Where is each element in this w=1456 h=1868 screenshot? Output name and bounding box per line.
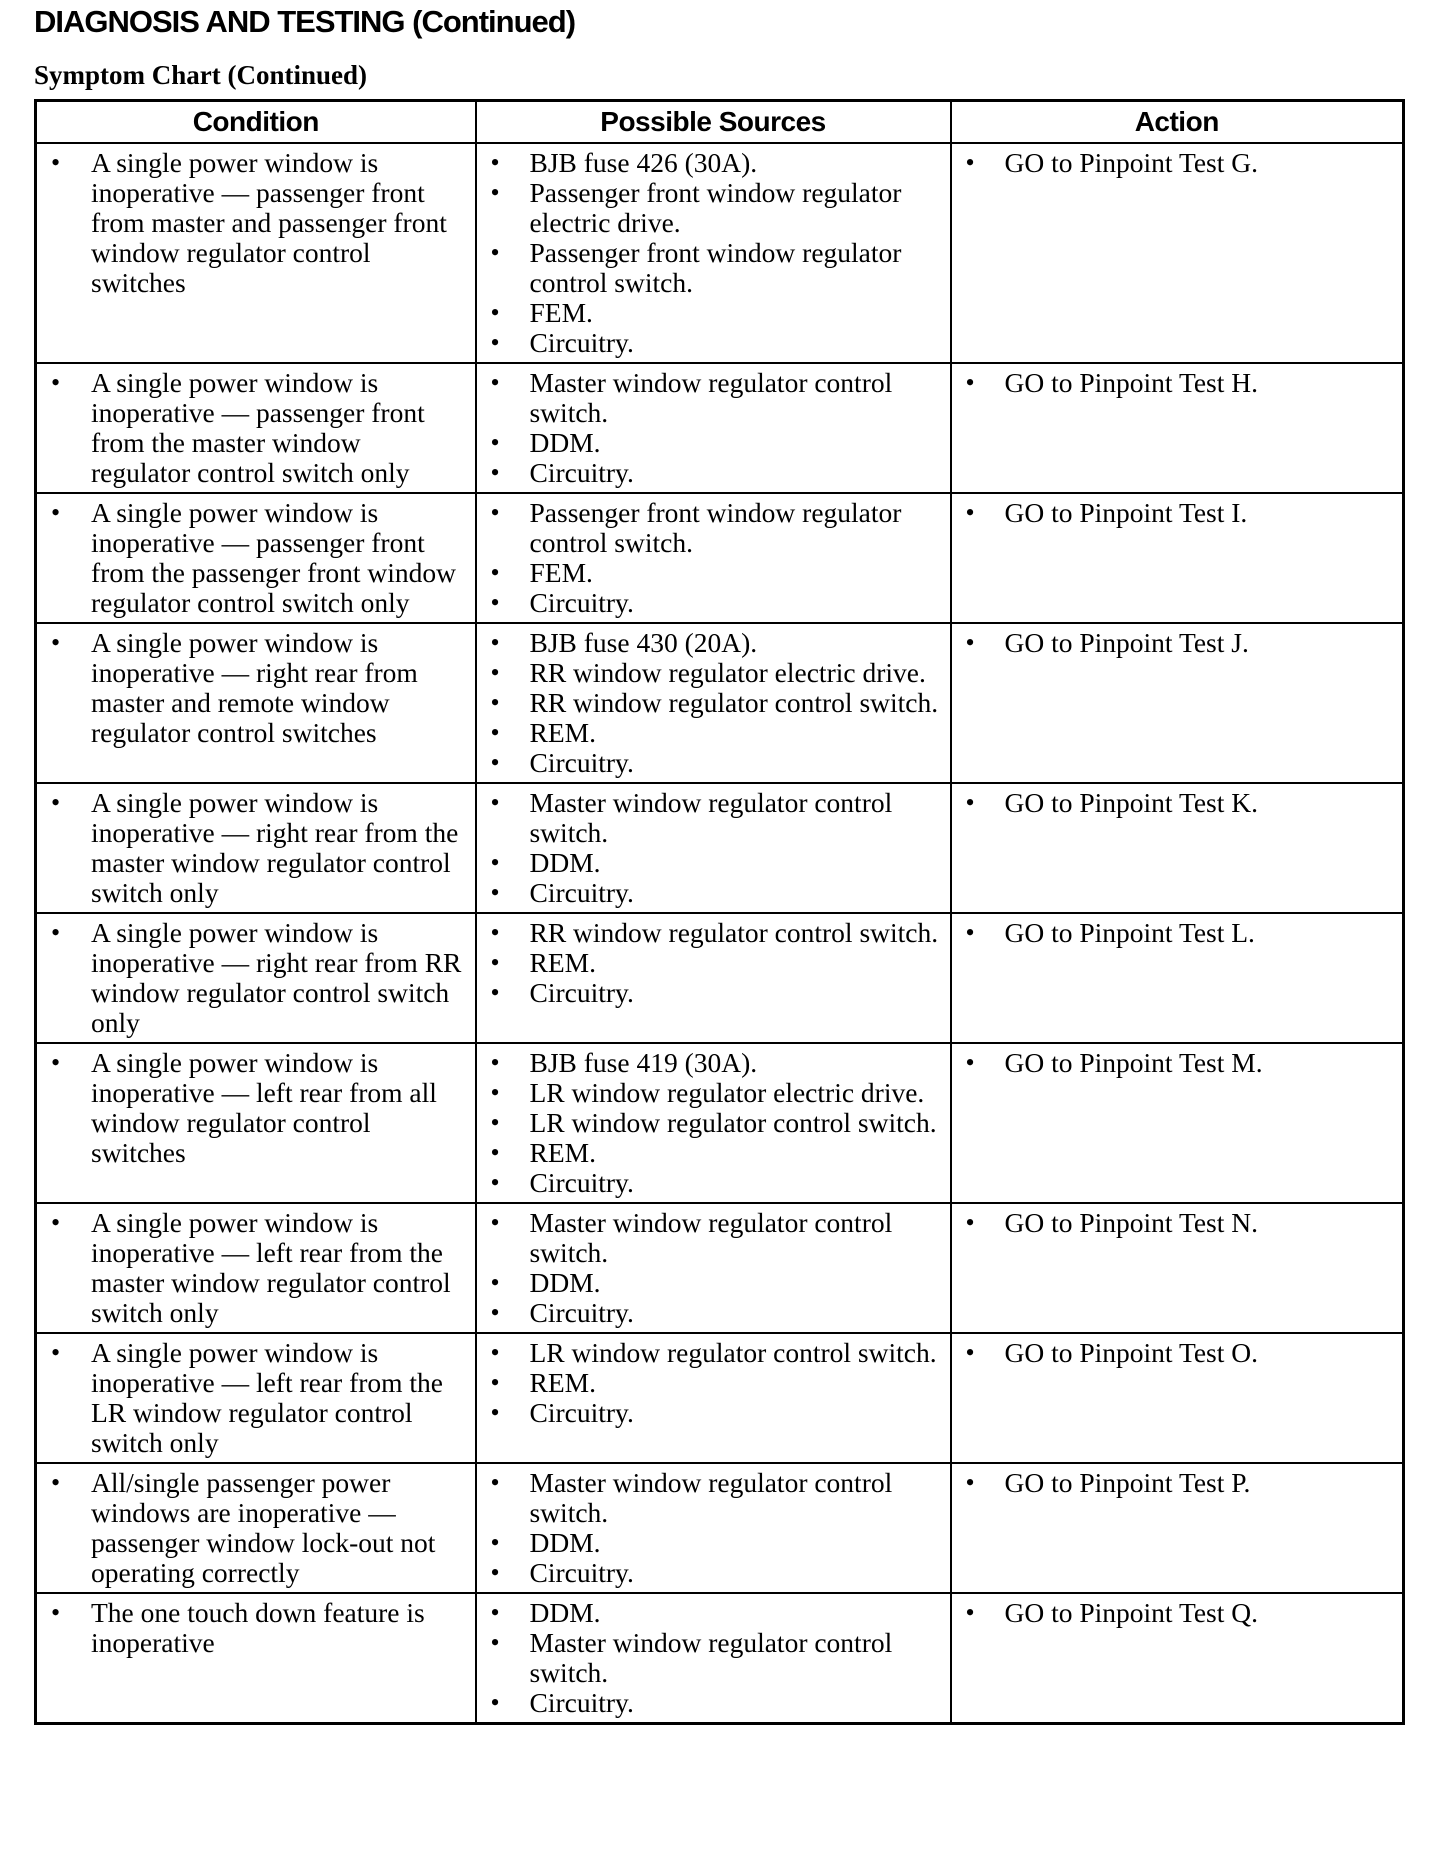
source-item: • REM. [487, 1368, 942, 1398]
condition-text: • A single power window is inoperative — passenger front from master and passenger front window regulator control switches [47, 148, 467, 298]
condition-text: • A single power window is inoperative — passenger front from the passenger front window regulator control switch only [47, 498, 467, 618]
header-row [36, 101, 1404, 144]
action-cell [951, 783, 1404, 913]
source-item: • LR window regulator electric drive. [487, 1078, 942, 1108]
sources-list [487, 1208, 942, 1328]
action-text: • GO to Pinpoint Test J. [962, 628, 1395, 658]
table-row [36, 493, 1404, 623]
source-item: • DDM. [487, 1268, 942, 1298]
action-list [962, 918, 1395, 948]
condition-text: • The one touch down feature is inoperative [47, 1598, 467, 1658]
condition-cell [36, 623, 476, 783]
source-item: • DDM. [487, 428, 942, 458]
condition-text: • A single power window is inoperative — left rear from the LR window regulator control switch only [47, 1338, 467, 1458]
source-item: • Circuitry. [487, 1688, 942, 1718]
sources-list [487, 368, 942, 488]
possible-sources-cell [476, 1463, 951, 1593]
table-row [36, 1203, 1404, 1333]
source-item: • Master window regulator control switch. [487, 1208, 942, 1268]
possible-sources-cell [476, 1593, 951, 1724]
action-text: • GO to Pinpoint Test G. [962, 148, 1395, 178]
source-item: • BJB fuse 419 (30A). [487, 1048, 942, 1078]
possible-sources-cell [476, 1333, 951, 1463]
action-list [962, 788, 1395, 818]
sources-list [487, 498, 942, 618]
possible-sources-cell [476, 143, 951, 363]
action-list [962, 1468, 1395, 1498]
source-item: • Circuitry. [487, 1298, 942, 1328]
condition-list [47, 498, 467, 618]
source-item: • Circuitry. [487, 588, 942, 618]
table-row [36, 1333, 1404, 1463]
sources-list [487, 918, 942, 1008]
action-list [962, 1338, 1395, 1368]
sources-list [487, 1598, 942, 1718]
condition-list [47, 1048, 467, 1168]
condition-list [47, 788, 467, 908]
condition-list [47, 1468, 467, 1588]
condition-cell [36, 1463, 476, 1593]
symptom-chart-table [34, 99, 1405, 1725]
source-item: • Passenger front window regulator electric drive. [487, 178, 942, 238]
condition-cell [36, 1043, 476, 1203]
possible-sources-cell [476, 783, 951, 913]
action-cell [951, 1043, 1404, 1203]
action-text: • GO to Pinpoint Test N. [962, 1208, 1395, 1238]
action-text: • GO to Pinpoint Test I. [962, 498, 1395, 528]
source-item: • REM. [487, 718, 942, 748]
action-cell [951, 1463, 1404, 1593]
sources-list [487, 1338, 942, 1428]
condition-text: • All/single passenger power windows are inoperative — passenger window lock-out not operating correctly [47, 1468, 467, 1588]
chart-title: Symptom Chart (Continued) [34, 60, 368, 90]
action-text: • GO to Pinpoint Test L. [962, 918, 1395, 948]
possible-sources-cell [476, 1043, 951, 1203]
table-row [36, 623, 1404, 783]
source-item: • Circuitry. [487, 1558, 942, 1588]
action-text: • GO to Pinpoint Test P. [962, 1468, 1395, 1498]
source-item: • BJB fuse 430 (20A). [487, 628, 942, 658]
source-item: • Circuitry. [487, 748, 942, 778]
condition-text: • A single power window is inoperative — passenger front from the master window regulator control switch only [47, 368, 467, 488]
condition-text: • A single power window is inoperative — left rear from all window regulator control switches [47, 1048, 467, 1168]
source-item: • Master window regulator control switch. [487, 1628, 942, 1688]
possible-sources-cell [476, 623, 951, 783]
header-possible-sources: Possible Sources [476, 101, 951, 144]
header-condition: Condition [36, 101, 476, 144]
action-cell [951, 1203, 1404, 1333]
source-item: • Circuitry. [487, 978, 942, 1008]
possible-sources-cell [476, 493, 951, 623]
source-item: • Passenger front window regulator control switch. [487, 238, 942, 298]
condition-list [47, 1208, 467, 1328]
possible-sources-cell [476, 1203, 951, 1333]
source-item: • Circuitry. [487, 1168, 942, 1198]
condition-text: • A single power window is inoperative — right rear from the master window regulator control switch only [47, 788, 467, 908]
condition-text: • A single power window is inoperative — right rear from RR window regulator control switch only [47, 918, 467, 1038]
action-text: • GO to Pinpoint Test H. [962, 368, 1395, 398]
condition-cell [36, 1203, 476, 1333]
source-item: • FEM. [487, 558, 942, 588]
action-cell [951, 913, 1404, 1043]
source-item: • RR window regulator control switch. [487, 688, 942, 718]
action-cell [951, 1333, 1404, 1463]
source-item: • Circuitry. [487, 1398, 942, 1428]
action-list [962, 628, 1395, 658]
action-text: • GO to Pinpoint Test M. [962, 1048, 1395, 1078]
source-item: • RR window regulator control switch. [487, 918, 942, 948]
source-item: • DDM. [487, 848, 942, 878]
action-text: • GO to Pinpoint Test O. [962, 1338, 1395, 1368]
table-row [36, 783, 1404, 913]
table-row [36, 1463, 1404, 1593]
condition-cell [36, 363, 476, 493]
action-cell [951, 493, 1404, 623]
action-cell [951, 1593, 1404, 1724]
condition-text: • A single power window is inoperative — right rear from master and remote window regulator control switches [47, 628, 467, 748]
table-row [36, 143, 1404, 363]
source-item: • Master window regulator control switch. [487, 788, 942, 848]
condition-cell [36, 1333, 476, 1463]
source-item: • REM. [487, 948, 942, 978]
source-item: • REM. [487, 1138, 942, 1168]
source-item: • Passenger front window regulator control switch. [487, 498, 942, 558]
source-item: • Master window regulator control switch. [487, 1468, 942, 1528]
possible-sources-cell [476, 913, 951, 1043]
action-list [962, 1208, 1395, 1238]
action-list [962, 1048, 1395, 1078]
condition-cell [36, 1593, 476, 1724]
possible-sources-cell [476, 363, 951, 493]
condition-list [47, 368, 467, 488]
condition-cell [36, 143, 476, 363]
condition-list [47, 628, 467, 748]
table-row [36, 1593, 1404, 1724]
source-item: • LR window regulator control switch. [487, 1108, 942, 1138]
action-list [962, 368, 1395, 398]
page-title: DIAGNOSIS AND TESTING (Continued) [34, 4, 576, 39]
condition-cell [36, 913, 476, 1043]
condition-list [47, 148, 467, 298]
action-cell [951, 623, 1404, 783]
source-item: • Circuitry. [487, 458, 942, 488]
source-item: • Circuitry. [487, 328, 942, 358]
condition-list [47, 1338, 467, 1458]
condition-list [47, 1598, 467, 1658]
source-item: • DDM. [487, 1598, 942, 1628]
action-list [962, 498, 1395, 528]
source-item: • LR window regulator control switch. [487, 1338, 942, 1368]
action-text: • GO to Pinpoint Test Q. [962, 1598, 1395, 1628]
table-row [36, 1043, 1404, 1203]
action-cell [951, 143, 1404, 363]
sources-list [487, 148, 942, 358]
table-row [36, 913, 1404, 1043]
source-item: • Master window regulator control switch. [487, 368, 942, 428]
condition-list [47, 918, 467, 1038]
sources-list [487, 1468, 942, 1588]
source-item: • FEM. [487, 298, 942, 328]
action-list [962, 1598, 1395, 1628]
action-text: • GO to Pinpoint Test K. [962, 788, 1395, 818]
header-action: Action [951, 101, 1404, 144]
action-cell [951, 363, 1404, 493]
sources-list [487, 628, 942, 778]
condition-cell [36, 493, 476, 623]
source-item: • BJB fuse 426 (30A). [487, 148, 942, 178]
condition-cell [36, 783, 476, 913]
source-item: • DDM. [487, 1528, 942, 1558]
condition-text: • A single power window is inoperative — left rear from the master window regulator control switch only [47, 1208, 467, 1328]
sources-list [487, 1048, 942, 1198]
source-item: • Circuitry. [487, 878, 942, 908]
source-item: • RR window regulator electric drive. [487, 658, 942, 688]
table-body [36, 143, 1404, 1724]
table-row [36, 363, 1404, 493]
action-list [962, 148, 1395, 178]
sources-list [487, 788, 942, 908]
